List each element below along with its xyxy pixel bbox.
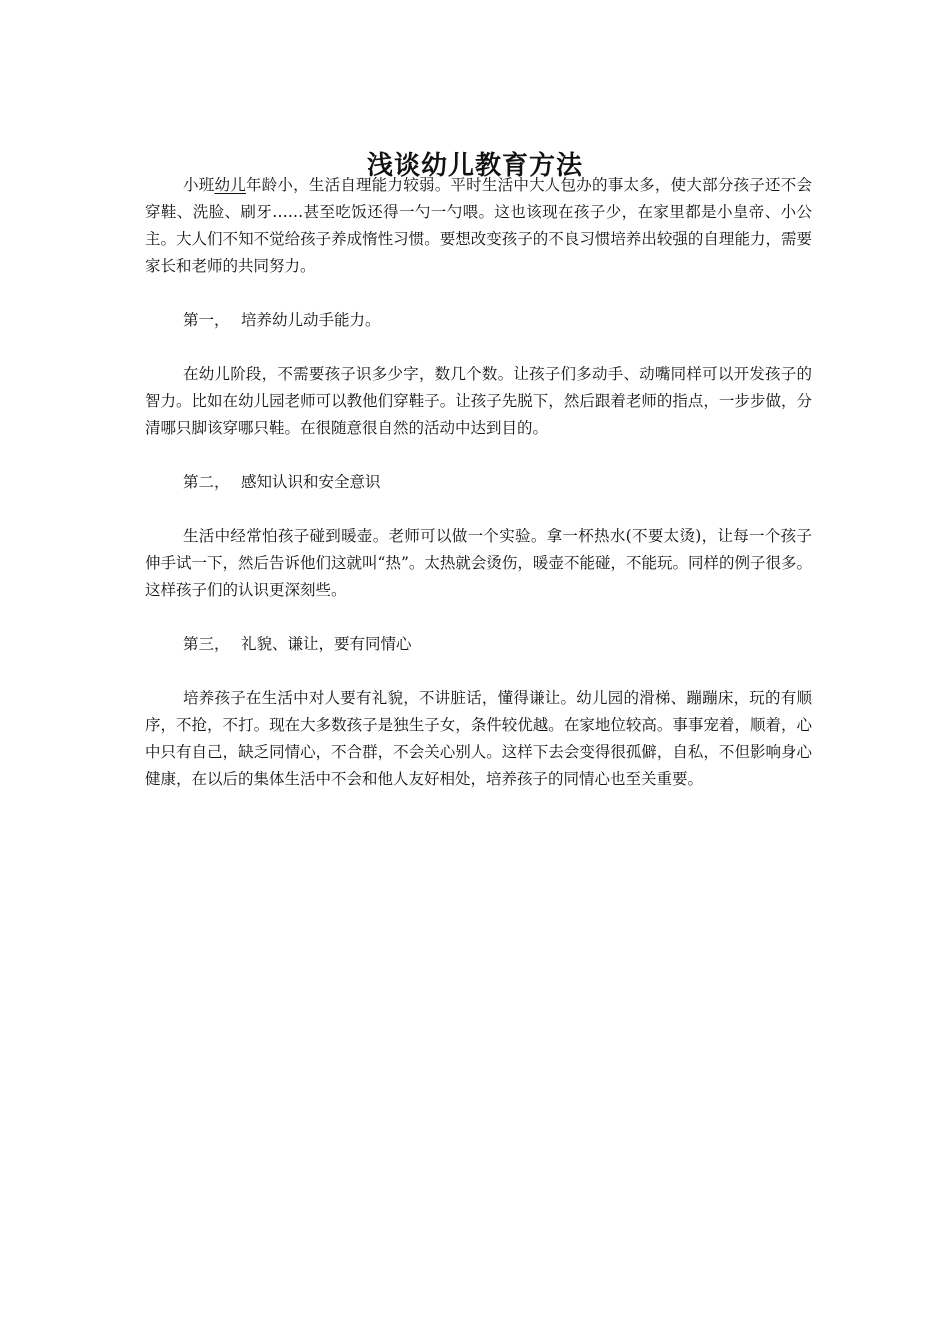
intro-link[interactable]: 幼儿 — [214, 176, 246, 194]
intro-lead: 小班 — [183, 176, 215, 194]
intro-paragraph — [145, 172, 812, 280]
section-heading-1 — [145, 307, 812, 334]
paragraph-gap — [145, 334, 812, 361]
section-body-2: 生活中经常怕孩子碰到暖壶。老师可以做一个实验。拿一杯热水(不要太烫)，让每一个孩子伸手试一下，然后告诉他们这就叫“热”。太热就会烫伤，暖壶不能碰，不能玩。同样的例子很多。这样孩子们的认识更深刻些。 — [145, 527, 812, 599]
section-number-2: 第二， — [183, 473, 230, 491]
section-title-1: 培养幼儿动手能力。 — [241, 311, 381, 329]
section-number-1: 第一， — [183, 311, 230, 329]
section-number-3: 第三， — [183, 635, 230, 653]
section-title-2: 感知认识和安全意识 — [241, 473, 381, 491]
document-title: 浅谈幼儿教育方法 — [366, 151, 583, 182]
section-heading-2 — [145, 469, 812, 496]
paragraph-gap — [145, 496, 812, 523]
document-body — [145, 172, 812, 793]
paragraph-gap — [145, 604, 812, 631]
section-heading-3 — [145, 631, 812, 658]
paragraph-gap — [145, 442, 812, 469]
paragraph-gap — [145, 658, 812, 685]
intro-rest: 年龄小，生活自理能力较弱。平时生活中大人包办的事太多，使大部分孩子还不会穿鞋、洗脸、刷牙……甚至吃饭还得一勺一勺喂。这也该现在孩子少，在家里都是小皇帝、小公主。大人们不知不觉给孩子养成惰性习惯。要想改变孩子的不良习惯培养出较强的自理能力，需要家长和老师的共同努力。 — [145, 176, 812, 275]
section-body-1: 在幼儿阶段，不需要孩子识多少字，数几个数。让孩子们多动手、动嘴同样可以开发孩子的智力。比如在幼儿园老师可以教他们穿鞋子。让孩子先脱下，然后跟着老师的指点，一步步做，分清哪只脚该穿哪只鞋。在很随意很自然的活动中达到目的。 — [145, 365, 812, 437]
paragraph-gap — [145, 280, 812, 307]
section-title-3: 礼貌、谦让，要有同情心 — [241, 635, 412, 653]
section-body-3: 培养孩子在生活中对人要有礼貌，不讲脏话，懂得谦让。幼儿园的滑梯、蹦蹦床，玩的有顺序，不抢，不打。现在大多数孩子是独生子女，条件较优越。在家地位较高。事事宠着，顺着，心中只有自己，缺乏同情心，不合群，不会关心别人。这样下去会变得很孤僻，自私，不但影响身心健康，在以后的集体生活中不会和他人友好相处，培养孩子的同情心也至关重要。 — [145, 689, 812, 788]
